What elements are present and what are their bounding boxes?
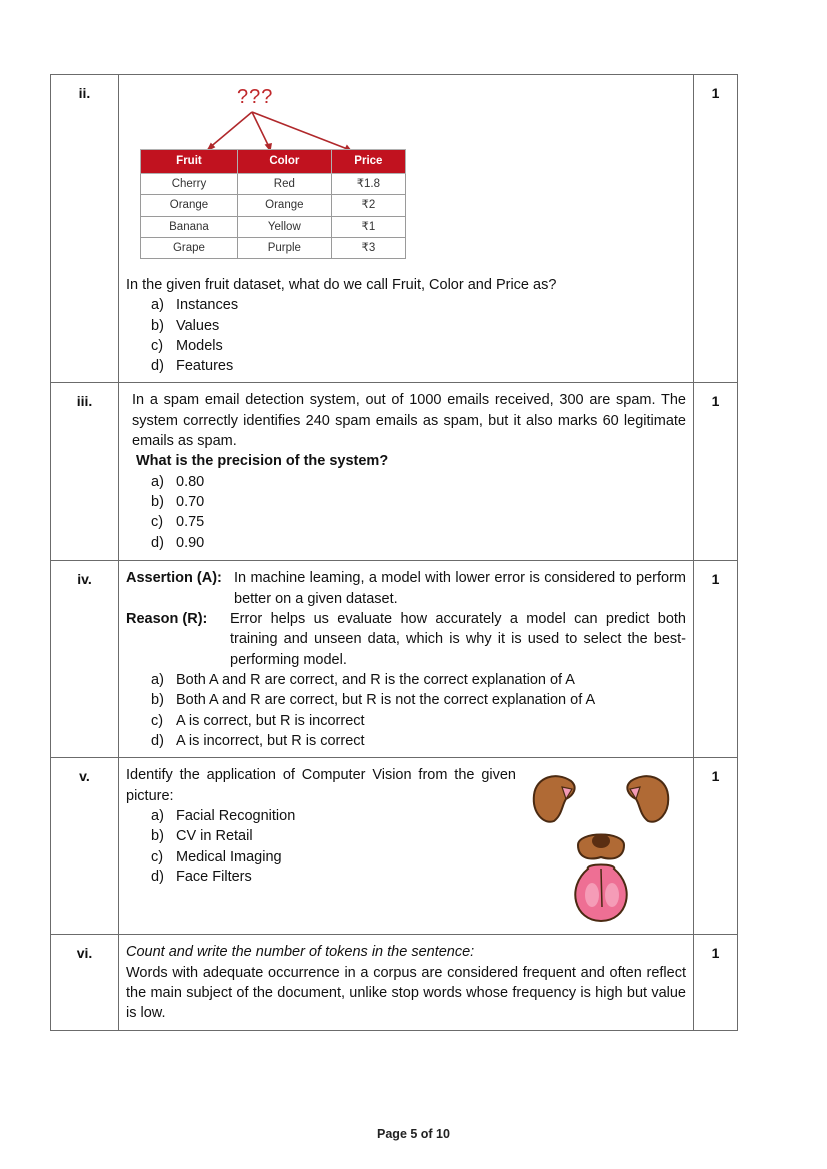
question-row <box>51 75 738 383</box>
marks-cell: 1 <box>694 75 738 383</box>
fruit-table <box>140 149 406 259</box>
question-text: In the given fruit dataset, what do we call Fruit, Color and Price as? <box>126 277 557 293</box>
question-row <box>51 935 738 1030</box>
question-row <box>51 383 738 561</box>
marks-cell: 1 <box>694 561 738 758</box>
assertion-text: In machine leaming, a model with lower error is considered to perform better on a given dataset. <box>234 570 686 607</box>
color-cell: Yellow <box>237 216 331 237</box>
question-number: v. <box>51 758 119 935</box>
question-number: iv. <box>51 561 119 758</box>
fruit-row <box>141 216 406 237</box>
right-ear-icon <box>627 777 668 823</box>
option: b) Values <box>151 317 220 334</box>
price-cell: ₹2 <box>331 195 405 216</box>
option: a) Facial Recognition <box>151 808 296 825</box>
option: a) 0.80 <box>151 473 205 490</box>
question-number: iii. <box>51 383 119 561</box>
question-marks-label: ??? <box>237 86 274 108</box>
tongue-icon <box>575 865 626 922</box>
header-price: Price <box>331 150 405 174</box>
question-text: Words with adequate occurrence in a corpus are considered frequent and often reflect the main subject of the document, unlike stop words whose frequency is high but value is low. <box>126 964 686 1022</box>
marks-cell: 1 <box>694 758 738 935</box>
fruit-row <box>141 237 406 258</box>
option: d) 0.90 <box>151 534 205 551</box>
option: b) 0.70 <box>151 493 205 510</box>
option: a) Instances <box>151 297 239 314</box>
option: b) CV in Retail <box>151 828 253 845</box>
price-cell: ₹1 <box>331 216 405 237</box>
question-row <box>51 561 738 758</box>
price-cell: ₹3 <box>331 237 405 258</box>
option: c) A is correct, but R is incorrect <box>151 712 365 729</box>
reason-text: Error helps us evaluate how accurately a model can predict both training and unseen data, which is why it is used to select the best-performing model. <box>230 611 686 668</box>
reason-label: Reason (R): <box>126 611 208 628</box>
question-row <box>51 758 738 935</box>
page-number: Page 5 of 10 <box>377 1127 450 1141</box>
option: b) Both A and R are correct, but R is not the correct explanation of A <box>151 692 596 709</box>
question-number: ii. <box>51 75 119 383</box>
fruit-cell: Cherry <box>141 174 238 195</box>
header-color: Color <box>237 150 331 174</box>
question-text: Identify the application of Computer Vision from the given picture: <box>126 767 516 804</box>
assertion-label: Assertion (A): <box>126 570 222 587</box>
options-list <box>126 670 686 751</box>
fruit-row <box>141 195 406 216</box>
options-list <box>132 472 686 553</box>
question-prompt: What is the precision of the system? <box>136 453 389 470</box>
question-instruction: Count and write the number of tokens in the sentence: <box>126 944 475 961</box>
fruit-row <box>141 174 406 195</box>
question-content <box>119 75 694 383</box>
color-cell: Orange <box>237 195 331 216</box>
question-content <box>119 383 694 561</box>
option: c) Models <box>151 337 223 354</box>
fruit-table-header <box>141 150 406 174</box>
option: a) Both A and R are correct, and R is the correct explanation of A <box>151 671 575 688</box>
options-list <box>126 295 686 376</box>
question-text: In a spam email detection system, out of 1000 emails received, 300 are spam. The system correctly identifies 240 spam emails as spam, but it also marks 60 legitimate emails as spam. <box>132 392 686 450</box>
header-fruit: Fruit <box>141 150 238 174</box>
option: d) A is incorrect, but R is correct <box>151 732 365 749</box>
marks-cell: 1 <box>694 935 738 1030</box>
option: d) Features <box>151 358 234 375</box>
reason-block <box>126 609 686 670</box>
fruit-dataset-figure <box>132 79 412 259</box>
marks-cell: 1 <box>694 383 738 561</box>
question-table <box>50 74 738 1031</box>
color-cell: Red <box>237 174 331 195</box>
dog-filter-image <box>526 765 676 925</box>
color-cell: Purple <box>237 237 331 258</box>
question-content <box>119 758 694 935</box>
assertion-block <box>126 568 686 609</box>
left-ear-icon <box>534 777 575 823</box>
fruit-cell: Banana <box>141 216 238 237</box>
price-cell: ₹1.8 <box>331 174 405 195</box>
question-content <box>119 561 694 758</box>
question-number: vi. <box>51 935 119 1030</box>
fruit-cell: Grape <box>141 237 238 258</box>
option: d) Face Filters <box>151 868 252 885</box>
fruit-cell: Orange <box>141 195 238 216</box>
option: c) 0.75 <box>151 514 205 531</box>
nose-icon <box>578 834 624 859</box>
question-content <box>119 935 694 1030</box>
option: c) Medical Imaging <box>151 848 282 865</box>
options-list <box>126 806 516 887</box>
